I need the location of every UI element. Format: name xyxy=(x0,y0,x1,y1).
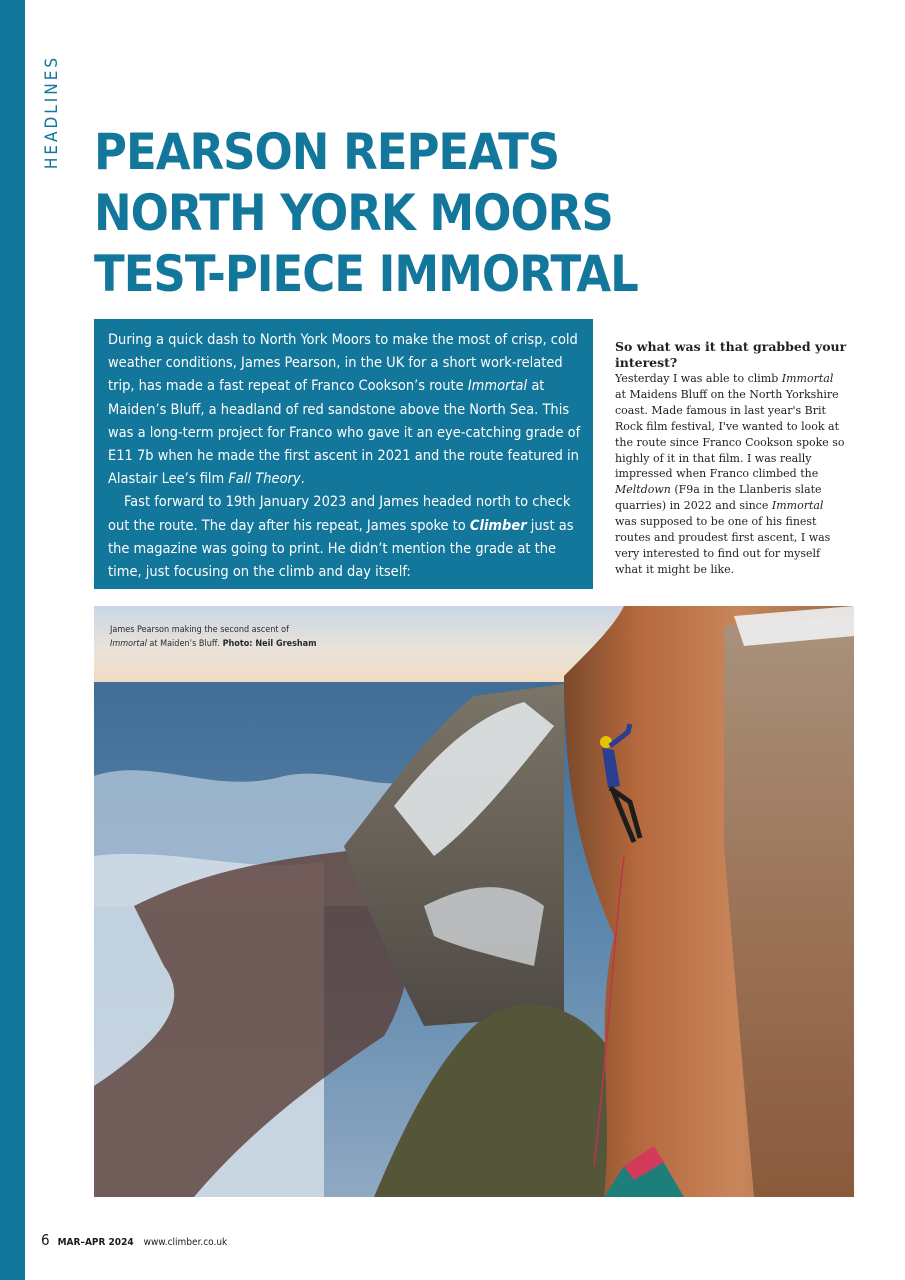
caption-text-b: at Maiden’s Bluff. xyxy=(146,639,223,649)
photo-caption xyxy=(110,623,340,651)
intro-p1-text-a: During a quick dash to North York Moors to make the most of crisp, cold weather conditions, James Pearson, in the UK for a short work-related trip, has made a fast repeat of Franco Cookson’s route xyxy=(108,332,578,395)
answer-text-4: was supposed to be one of his finest routes and proudest first ascent, I was very interested to find out for myself what it might be like. xyxy=(615,515,831,576)
headline-line-1: PEARSON REPEATS xyxy=(94,123,560,181)
answer-text-3: (F9a in the Llanberis slate quarries) in 2022 and since xyxy=(615,483,822,513)
intro-paragraph-1 xyxy=(108,329,581,491)
side-color-bar xyxy=(0,0,25,1280)
intro-p2-text-a: Fast forward to 19th January 2023 and James headed north to check out the route. The day after his repeat, James spoke to xyxy=(108,494,571,534)
intro-box xyxy=(94,319,593,589)
intro-p1-route: Immortal xyxy=(467,378,528,395)
intro-p1-text-b: at Maiden’s Bluff, a headland of red sandstone above the North Sea. This was a long-term project for Franco who gave it an eye-catching grade of E11 7b when he made the first ascent in 2021 and the route featured in Alastair Lee’s film xyxy=(108,378,581,488)
intro-p2-magazine: Climber xyxy=(469,517,527,534)
intro-p2-text-b: just as the magazine was going to print. He didn’t mention the grade at the time, just focusing on the climb and day itself: xyxy=(108,517,574,581)
headline-line-3: TEST-PIECE IMMORTAL xyxy=(94,245,638,303)
article-headline xyxy=(94,122,654,305)
answer-route-3: Immortal xyxy=(771,499,824,513)
interview-question: So what was it that grabbed your interest? xyxy=(615,339,847,370)
caption-route: Immortal xyxy=(110,639,147,649)
answer-route-1: Immortal xyxy=(781,372,834,385)
interview-answer xyxy=(615,371,847,578)
section-label-text: HEADLINES xyxy=(42,54,62,170)
answer-route-2: Meltdown xyxy=(615,483,671,497)
answer-text-2: at Maidens Bluff on the North Yorkshire coast. Made famous in last year's Brit Rock film festival, I've wanted to look at the route since Franco Cookson spoke so highly of it in that film. I was really impressed when Franco climbed the xyxy=(615,387,845,481)
caption-text-a: James Pearson making the second ascent of xyxy=(110,625,289,635)
answer-text-1: Yesterday I was able to climb xyxy=(615,372,782,385)
climbing-photo xyxy=(94,606,854,1197)
page-footer xyxy=(41,1231,227,1251)
issue-date: MAR–APR 2024 xyxy=(57,1237,134,1248)
intro-paragraph-2 xyxy=(108,491,581,584)
section-label xyxy=(30,54,74,170)
intro-p1-film: Fall Theory xyxy=(228,471,301,488)
intro-p1-text-c: . xyxy=(300,471,305,488)
climbing-photo-illustration xyxy=(94,606,854,1197)
caption-photo-credit: Photo: Neil Gresham xyxy=(222,639,317,649)
page-number: 6 xyxy=(41,1231,50,1249)
headline-line-2: NORTH YORK MOORS xyxy=(94,184,613,242)
website-link[interactable]: www.climber.co.uk xyxy=(143,1237,228,1248)
interview-block xyxy=(615,339,847,578)
